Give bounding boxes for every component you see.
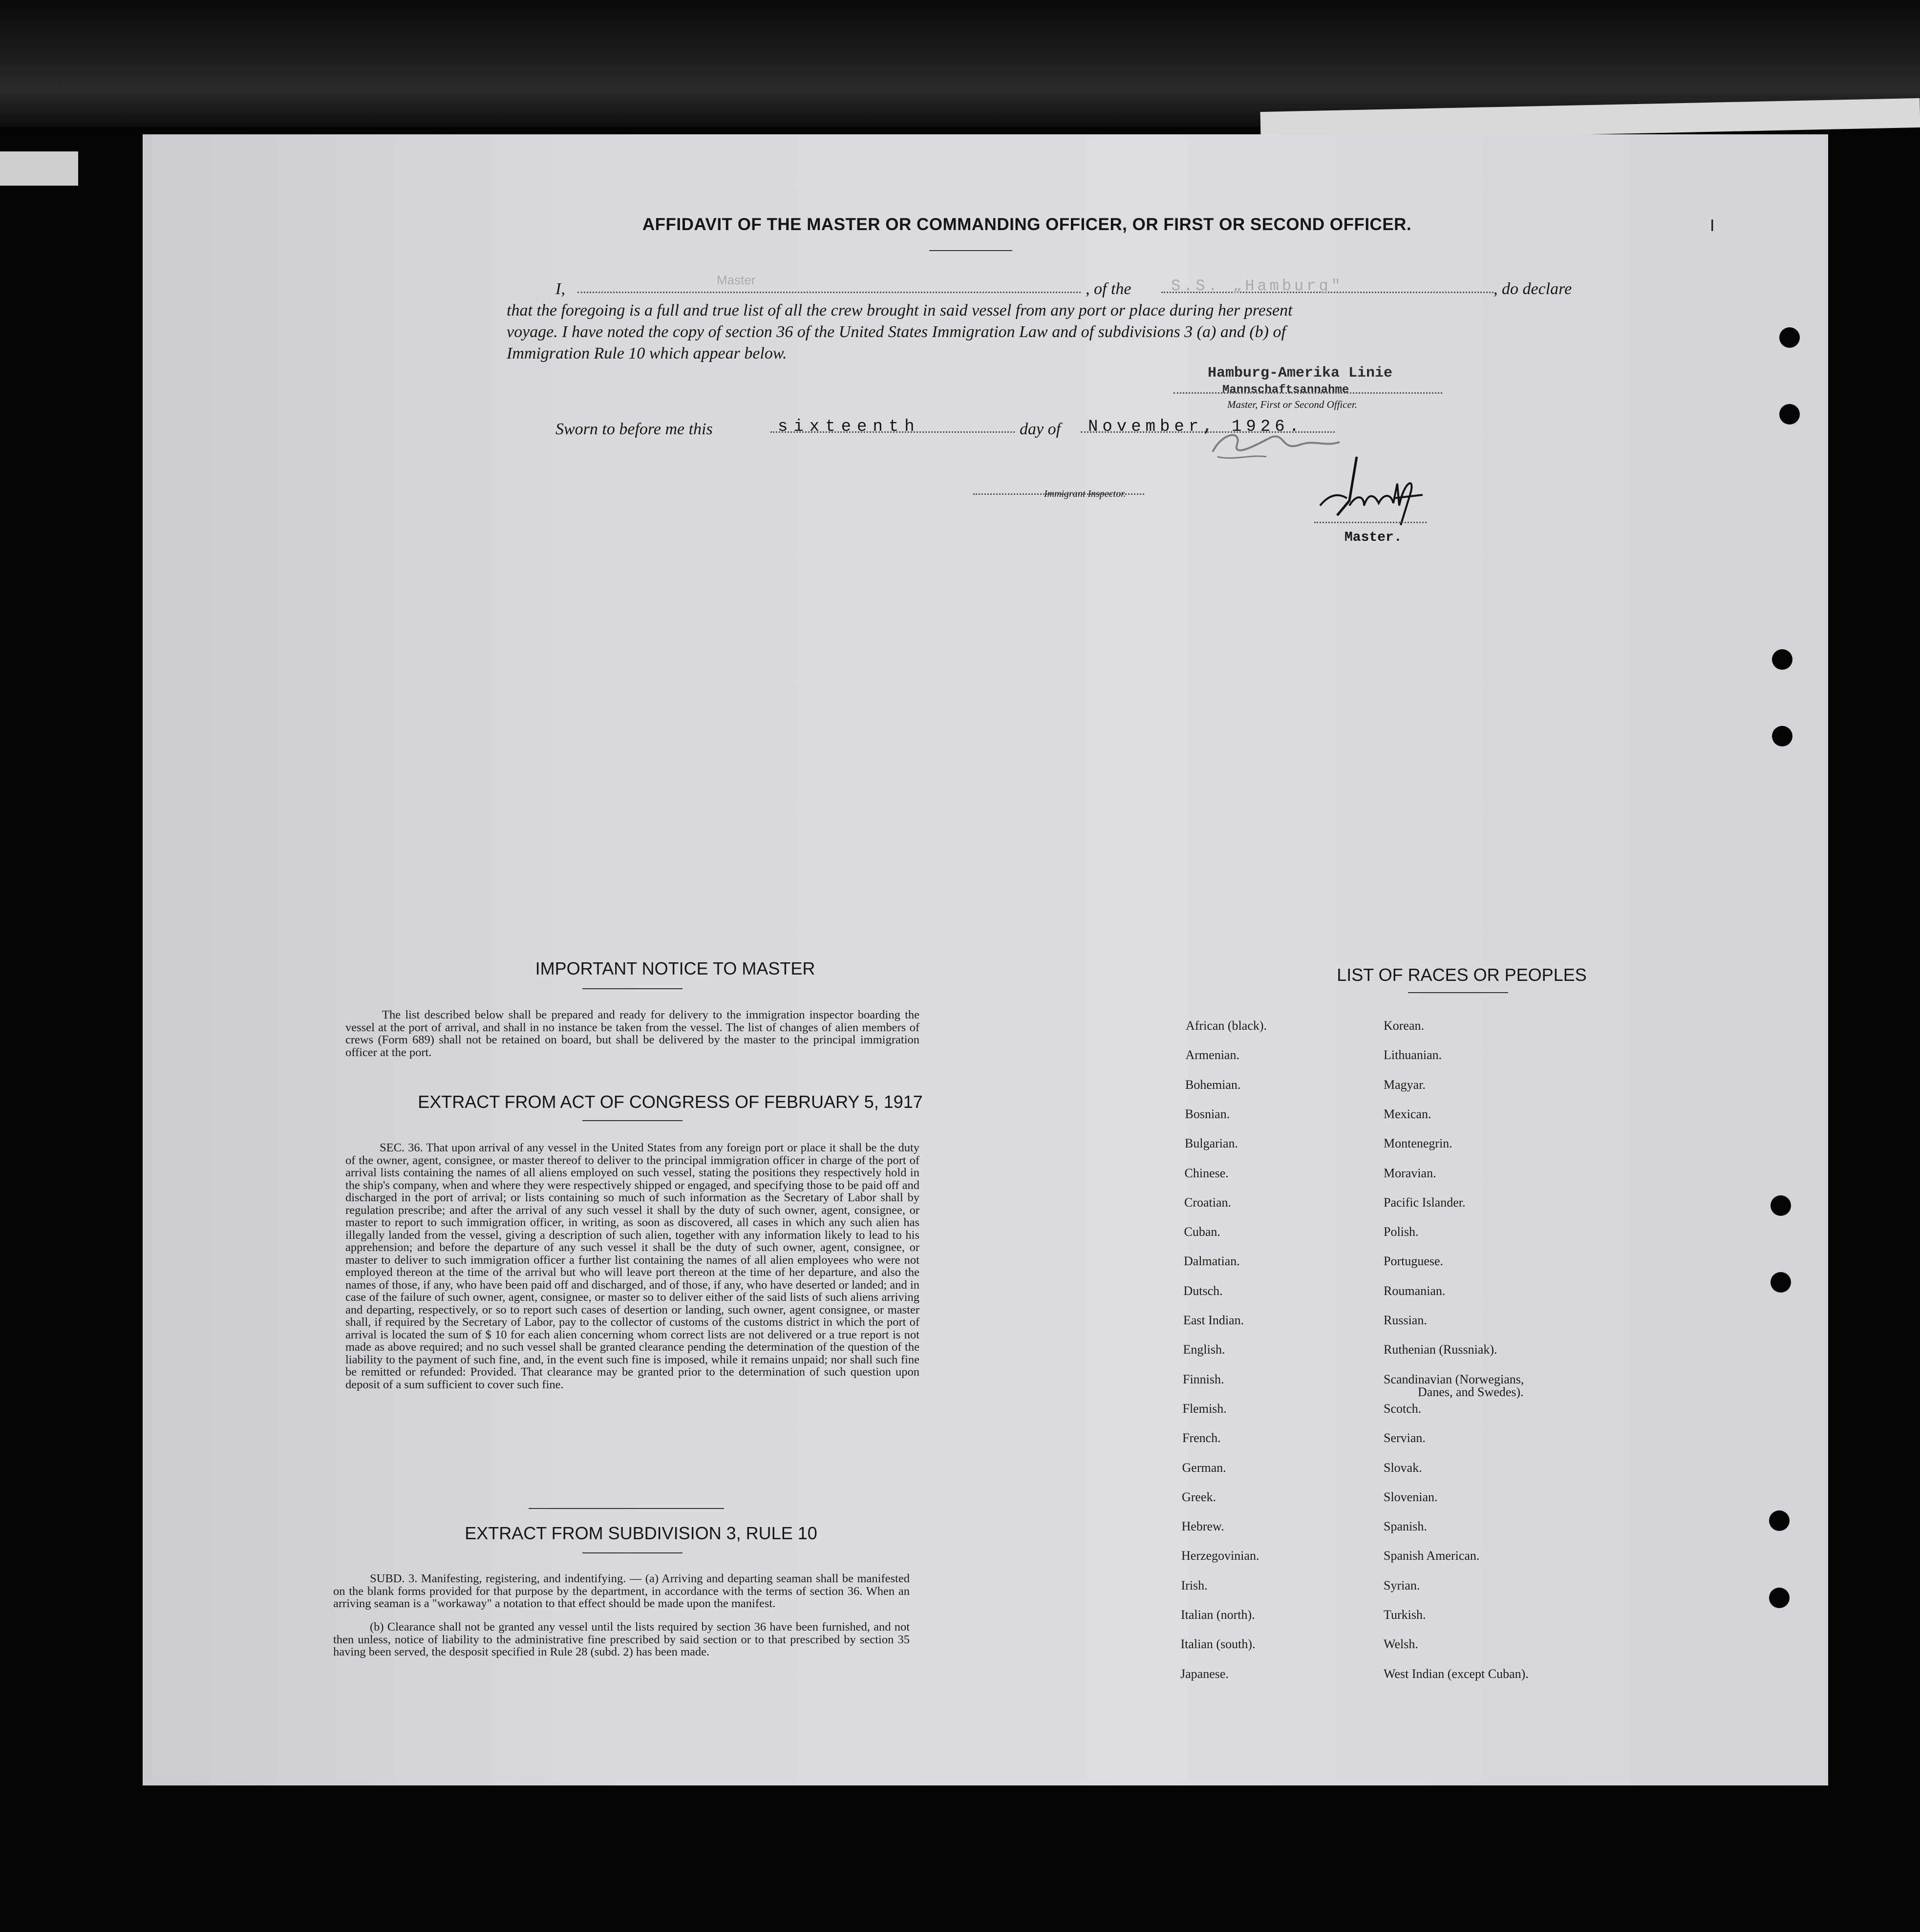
notice-title: IMPORTANT NOTICE TO MASTER: [535, 958, 815, 978]
rule-para-a: SUBD. 3. Manifesting, registering, and indentifying. — (a) Arriving and departing seaman shall be manifested on the blank forms provided for that purpose by the department, in accordance with the terms of section 36. When an arriving seaman is a "workaway" a notation to that effect should be made upon the manifest.: [333, 1572, 910, 1610]
races-rule: [1408, 992, 1508, 993]
race-item: Moravian.: [1384, 1166, 1436, 1180]
notice-body: The list described below shall be prepared and ready for delivery to the immigration inspector boarding the vessel at the port of arrival, and shall in no instance be taken from the vessel. The list of changes of alien members of crews (Form 689) shall not be retained on board, but shall be delivered by the master to the principal immigration officer at the port.: [345, 1008, 919, 1059]
race-item: Italian (south).: [1180, 1637, 1256, 1652]
name-blank: [577, 292, 1081, 293]
race-item: Slovak.: [1384, 1460, 1422, 1475]
race-item: Magyar.: [1384, 1077, 1426, 1092]
notice-rule: [582, 988, 683, 989]
race-item: Russian.: [1384, 1313, 1427, 1327]
race-item: Syrian.: [1384, 1578, 1420, 1592]
race-item: Cuban.: [1184, 1225, 1220, 1239]
master-caption: Master.: [1344, 530, 1402, 545]
document-page: [143, 134, 1828, 1785]
stamp-line-2: Mannschaftsannahme: [1222, 383, 1349, 397]
punch-hole: [1769, 1588, 1790, 1608]
race-item: Welsh.: [1384, 1637, 1418, 1652]
race-item: Scandinavian (Norwegians,: [1384, 1372, 1524, 1386]
name-value: Master: [717, 273, 756, 287]
sworn-month-year: November, 1926.: [1088, 418, 1304, 436]
affidavit-declare: , do declare: [1493, 280, 1572, 298]
rule-para-b: (b) Clearance shall not be granted any vessel until the lists required by section 36 have been furnished, and not then unless, notice of liability to the administrative fine prescribed by said section or to that prescribed by section 35 having been served, the desposit specified in Rule 28 (subd. 2) has been made.: [333, 1620, 910, 1658]
race-item: Greek.: [1182, 1489, 1216, 1504]
punch-hole: [1771, 1195, 1791, 1216]
race-item: Portuguese.: [1384, 1254, 1444, 1269]
race-item-continuation: Danes, and Swedes).: [1418, 1384, 1524, 1399]
affidavit-line-3: voyage. I have noted the copy of section 36 of the United States Immigration Law and of subdivisions 3 (a) and (b) of: [507, 323, 1286, 341]
race-item: Lithuanian.: [1384, 1048, 1442, 1062]
race-item: Spanish American.: [1384, 1549, 1480, 1563]
race-item: Bohemian.: [1185, 1077, 1241, 1092]
race-item: Scotch.: [1384, 1401, 1422, 1416]
race-item: Finnish.: [1183, 1372, 1224, 1386]
race-item: Japanese.: [1180, 1666, 1229, 1681]
affidavit-line-2: that the foregoing is a full and true list of all the crew brought in said vessel from any port or place during her present: [507, 301, 1293, 319]
rule-rule: [582, 1552, 683, 1553]
race-item: Bulgarian.: [1185, 1136, 1238, 1151]
stamp-line-1: Hamburg-Amerika Linie: [1208, 365, 1393, 382]
act-rule: [582, 1120, 683, 1121]
race-item: Croatian.: [1184, 1195, 1232, 1210]
sworn-label: Sworn to before me this: [555, 420, 713, 438]
affidavit-of-the: , of the: [1086, 280, 1131, 298]
title-rule: [929, 250, 1012, 251]
race-item: Turkish.: [1384, 1608, 1426, 1622]
master-signature: [1310, 447, 1432, 530]
race-item: Armenian.: [1185, 1048, 1239, 1062]
rule-title: EXTRACT FROM SUBDIVISION 3, RULE 10: [465, 1523, 817, 1543]
race-item: Roumanian.: [1384, 1283, 1446, 1298]
affidavit-line-4: Immigration Rule 10 which appear below.: [507, 344, 787, 362]
page-mark: I: [1710, 216, 1715, 235]
officer-sig-caption: Master, First or Second Officer.: [1227, 399, 1357, 410]
race-item: Ruthenian (Russniak).: [1384, 1342, 1497, 1357]
act-end-rule: [529, 1508, 724, 1509]
act-body: SEC. 36. That upon arrival of any vessel in the United States from any foreign port or place it shall be the duty of the owner, agent, consignee, or master thereof to deliver to the principal immigration officer in charge of the port of arrival lists containing the names of all aliens employed on such vessel, stating the positions they respectively hold in the ship's company, when and where they were respectively shipped or engaged, and specifying those to be paid off and discharged in the port of arrival; or lists containing so much of such information as the Secretary of Labor shall by regulation prescribe; and after the arrival of any such vessel it shall by the duty of such owner, agent, consignee, or master to report to such immigration officer, in writing, as soon as discovered, all cases in which any such alien has illegally landed from the vessel, giving a description of such alien, together with any information likely to lead to his apprehension; and before the departure of any such vessel it shall be the duty of such owner, agent, consignee, or master to deliver to such immigration officer a further list containing the names of all alien employees who were not employed thereon at the time of the arrival but who will leave port thereon at the time of her departure, and also the names of those, if any, who have been paid off and discharged, and of those, if any, who have deserted or landed; and in case of the failure of such owner, agent, consignee, or master so to deliver either of the said lists of such aliens arriving and departing, respectively, or so to report such cases of desertion or landing, such owner, agent consignee, or master shall, if required by the Secretary of Labor, pay to the collector of customs of the customs district in which the port of arrival is located the sum of $ 10 for each alien concerning whom correct lists are not delivered or a true report is not made as above required; and no such vessel shall be granted clearance pending the determination of the question of the liability to the payment of such fine, and, in the event such fine is imposed, while it remains unpaid; nor shall such fine be remitted or refunded: Provided. That clearance may be granted prior to the determination of such question upon deposit of a sum sufficient to cover such fine.: [345, 1141, 919, 1391]
race-item: Bosnian.: [1185, 1106, 1230, 1121]
race-item: Italian (north).: [1181, 1608, 1255, 1622]
race-item: East Indian.: [1183, 1313, 1244, 1327]
race-item: Polish.: [1384, 1225, 1419, 1239]
punch-hole: [1779, 404, 1800, 425]
inspector-caption: Immigrant Inspector.: [1044, 488, 1126, 499]
race-item: Pacific Islander.: [1384, 1195, 1466, 1210]
race-item: Flemish.: [1182, 1401, 1227, 1416]
film-frame-tab: [0, 151, 78, 186]
race-item: Herzegovinian.: [1181, 1549, 1259, 1563]
punch-hole: [1779, 327, 1800, 348]
affidavit-title: AFFIDAVIT OF THE MASTER OR COMMANDING OFFICER, OR FIRST OR SECOND OFFICER.: [642, 215, 1412, 234]
punch-hole: [1772, 649, 1792, 670]
race-item: African (black).: [1186, 1019, 1267, 1033]
ship-name: S.S. „Hamburg": [1171, 277, 1344, 295]
punch-hole: [1771, 1272, 1791, 1293]
race-item: Slovenian.: [1384, 1489, 1438, 1504]
race-item: Korean.: [1384, 1019, 1425, 1033]
race-item: West Indian (except Cuban).: [1384, 1666, 1529, 1681]
race-item: Dutsch.: [1183, 1283, 1223, 1298]
races-title: LIST OF RACES OR PEOPLES: [1337, 965, 1587, 985]
day-of-label: day of: [1020, 420, 1061, 438]
race-item: Mexican.: [1384, 1106, 1431, 1121]
race-item: Montenegrin.: [1384, 1136, 1452, 1151]
race-item: Dalmatian.: [1184, 1254, 1240, 1269]
master-sig-blank: [1314, 522, 1427, 523]
race-item: French.: [1182, 1431, 1221, 1445]
race-item: Spanish.: [1384, 1519, 1427, 1534]
punch-hole: [1769, 1510, 1790, 1531]
race-item: Hebrew.: [1181, 1519, 1224, 1534]
race-item: Chinese.: [1184, 1166, 1229, 1180]
act-title: EXTRACT FROM ACT OF CONGRESS OF FEBRUARY 5, 1917: [418, 1092, 923, 1112]
race-item: Irish.: [1181, 1578, 1208, 1592]
punch-hole: [1772, 726, 1792, 746]
race-item: English.: [1183, 1342, 1225, 1357]
officer-sig-blank: [1173, 392, 1442, 394]
sworn-day: sixteenth: [778, 418, 920, 436]
race-item: Servian.: [1384, 1431, 1426, 1445]
affidavit-i: I,: [555, 280, 565, 298]
race-item: German.: [1182, 1460, 1226, 1475]
